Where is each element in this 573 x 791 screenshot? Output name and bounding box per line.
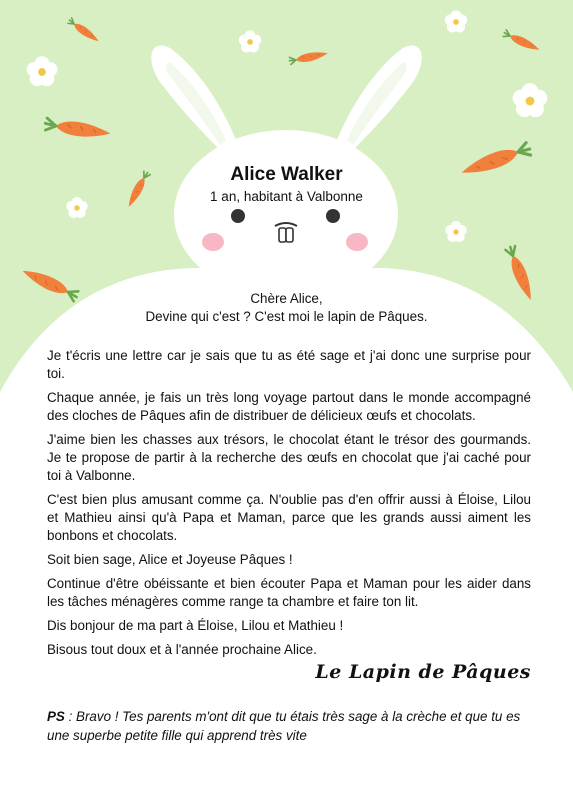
greeting (0, 290, 573, 326)
greeting-line-2: Devine qui c'est ? C'est moi le lapin de Pâques. (145, 309, 428, 324)
paragraph: Chaque année, je fais un très long voyage partout dans le monde accompagné des cloches de Pâques afin de distribuer de délicieux œufs et chocolats. (47, 390, 531, 423)
paragraph: Bisous tout doux et à l'année prochaine Alice. (47, 642, 317, 657)
left-eye-icon (231, 209, 245, 223)
bunny-head (174, 130, 398, 298)
left-cheek (202, 233, 224, 251)
paragraph: J'aime bien les chasses aux trésors, le chocolat étant le trésor des gourmands. Je te propose de partir à la recherche des œufs en chocolat que j'ai caché pour toi à Valbonne. (47, 432, 531, 483)
ps-text: : Bravo ! Tes parents m'ont dit que tu étais très sage à la crèche et que tu es une superbe petite fille qui apprend très vite (47, 709, 521, 743)
child-name: Alice Walker (230, 164, 343, 185)
letter-body (47, 347, 531, 665)
right-cheek (346, 233, 368, 251)
paragraph: Continue d'être obéissante et bien écouter Papa et Maman pour les aider dans les tâches ménagères comme range ta chambre et faire ton lit. (47, 576, 531, 609)
paragraph: Je t'écris une lettre car je sais que tu as été sage et j'ai donc une surprise pour toi. (47, 348, 531, 381)
right-eye-icon (326, 209, 340, 223)
postscript (47, 707, 537, 745)
child-subtitle: 1 an, habitant à Valbonne (210, 189, 363, 204)
signature: Le Lapin de Pâques (315, 661, 531, 683)
greeting-line-1: Chère Alice, (250, 291, 323, 306)
paragraph: Soit bien sage, Alice et Joyeuse Pâques ! (47, 552, 293, 567)
paragraph: Dis bonjour de ma part à Éloise, Lilou et Mathieu ! (47, 618, 344, 633)
ps-label: PS (47, 709, 65, 724)
paragraph: C'est bien plus amusant comme ça. N'oublie pas d'en offrir aussi à Éloise, Lilou et Mathieu ainsi qu'à Papa et Maman, parce que les grands aussi aiment les bonbons et chocolats. (47, 492, 531, 543)
